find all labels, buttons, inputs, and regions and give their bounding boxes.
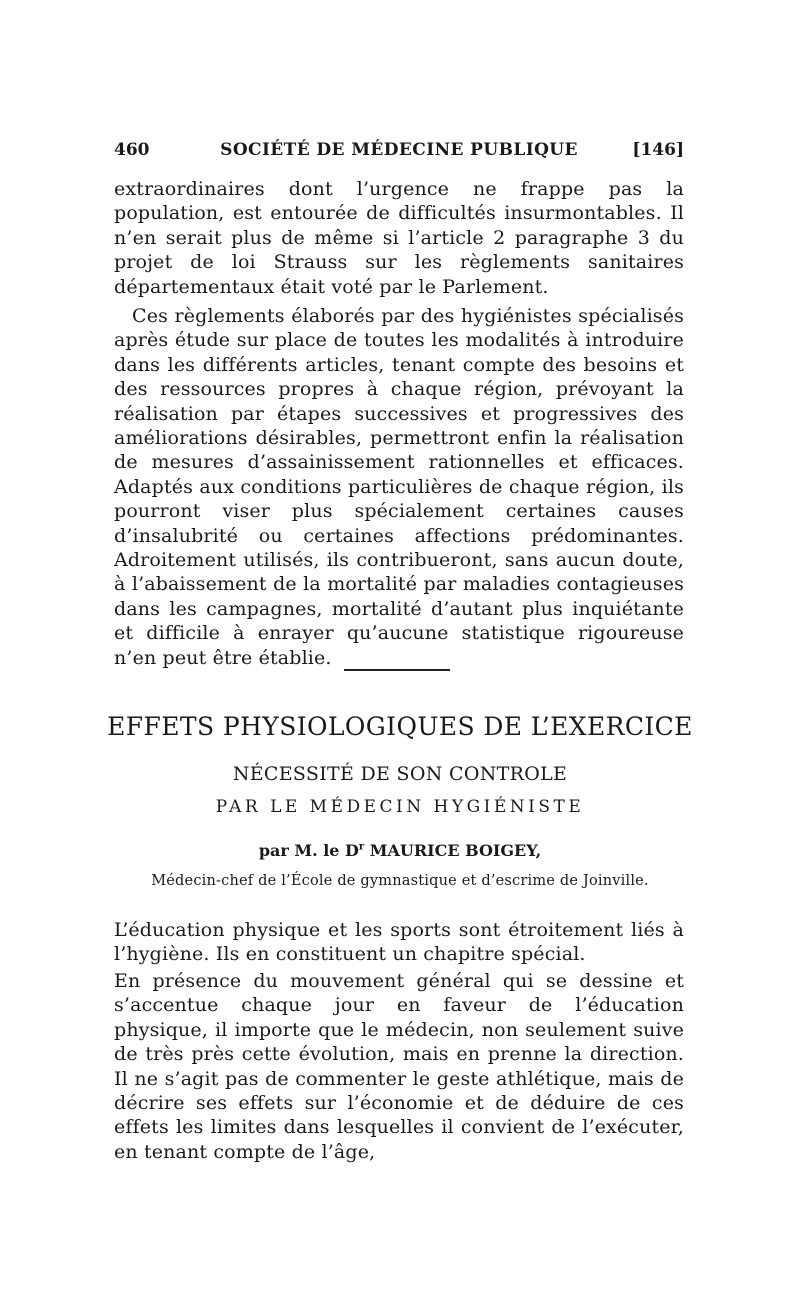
author-line [0, 841, 800, 860]
author-prefix: par M. le D [258, 841, 359, 860]
author-affiliation: Médecin-chef de l’École de gymnastique et d’escrime de Joinville. [151, 873, 649, 889]
running-header [114, 140, 684, 164]
article-paragraph-1: L’éducation physique et les sports sont étroitement liés à l’hygiène. Ils en constituent un chapitre spécial. [114, 919, 684, 966]
article-paragraph-2: En présence du mouvement général qui se dessine et s’accentue chaque jour en faveur de l’éducation physique, il importe que le médecin, non seulement suive de très près cette évolution, mais en prenne la direction. Il ne s’agit pas de commenter le geste athlétique, mais de décrire ses effets sur l’économie et de déduire de ces effets les limites dans lesquelles il convient de l’exécuter, en tenant compte de l’âge, [114, 970, 684, 1163]
body-paragraph-1: extraordinaires dont l’urgence ne frappe pas la population, est entourée de difficultés insurmontables. Il n’en serait plus de même si l’article 2 paragraphe 3 du projet de loi Strauss sur les règlements sanitaires départementaux était voté par le Parlement. [114, 178, 684, 298]
author-title-sup: r [358, 841, 365, 853]
bracket-page-number: [146] [632, 140, 684, 160]
body-paragraph-2: Ces règlements élaborés par des hygiénistes spécialisés après étude sur place de toutes les modalités à introduire dans les différents articles, tenant compte des besoins et des ressources propres à chaque région, prévoyant la réalisation par étapes successives et progressives des améliorations désirables, permettront enfin la réalisation de mesures d’assainissement rationnelles et efficaces. Adaptés aux conditions particulières de chaque région, ils pourront viser plus spécialement certaines causes d’insalubrité ou certaines affections prédominantes. Adroitement utilisés, ils contribueront, sans aucun doute, à l’abaissement de la mortalité par maladies contagieuses dans les campagnes, mortalité d’autant plus inquiétante et difficile à enrayer qu’aucune statistique rigoureuse n’en peut être établie. [114, 305, 684, 669]
article-subtitle-1: NÉCESSITÉ DE SON CONTROLE [232, 763, 568, 785]
author-name: MAURICE BOIGEY, [369, 841, 542, 860]
section-divider [344, 669, 450, 671]
article-title: EFFETS PHYSIOLOGIQUES DE L’EXERCICE [107, 712, 693, 741]
page-number: 460 [114, 140, 150, 160]
article-subtitle-2: PAR LE MÉDECIN HYGIÉNISTE [215, 797, 585, 817]
running-title: SOCIÉTÉ DE MÉDECINE PUBLIQUE [220, 140, 578, 160]
